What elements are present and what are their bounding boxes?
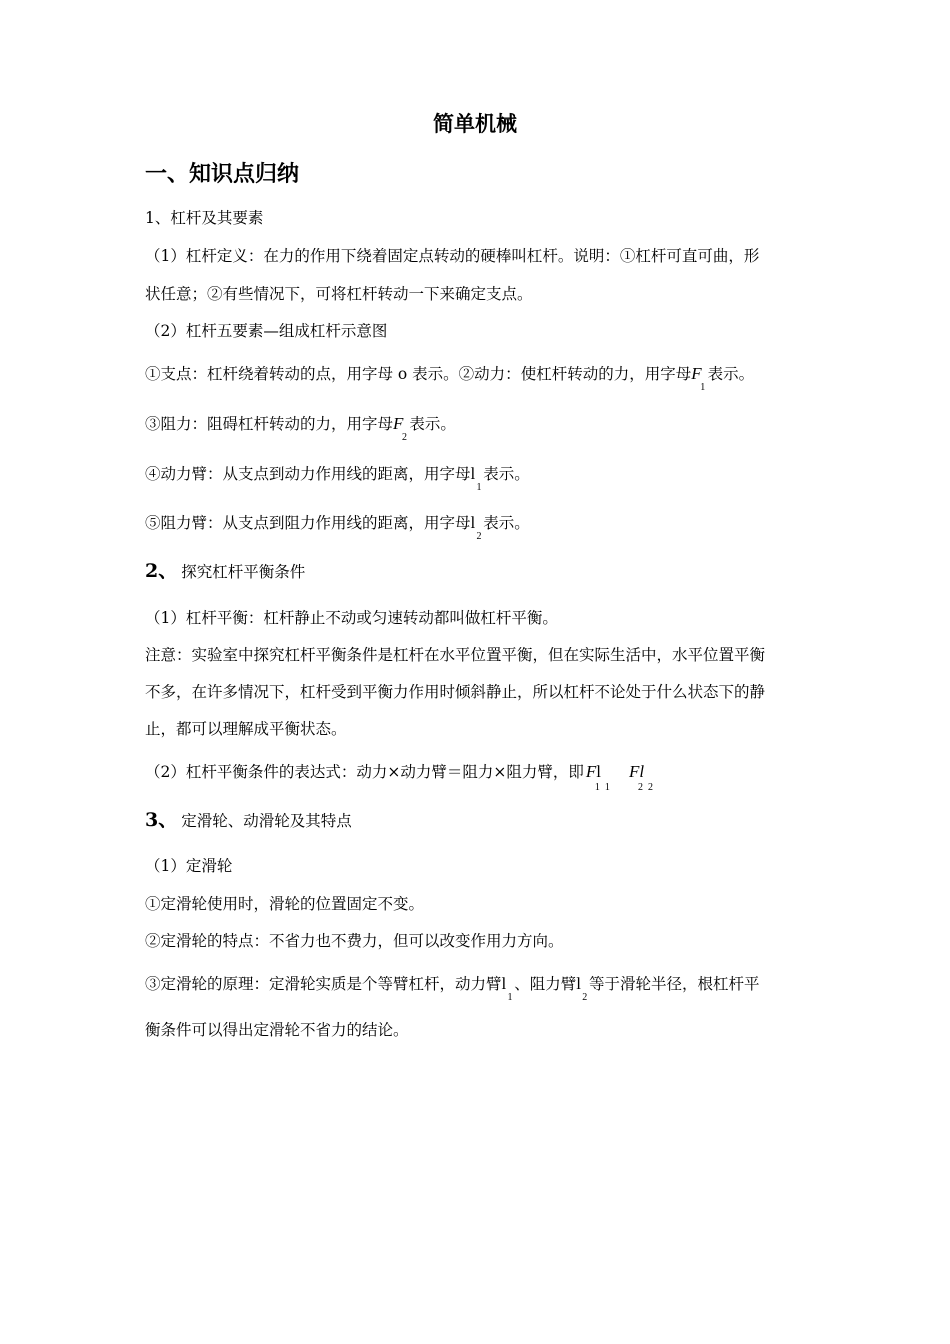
principle-text-middle: 、阻力臂 (514, 975, 577, 993)
symbol-letter: F (691, 364, 702, 383)
heading-number: 2、 (145, 560, 178, 582)
fixed-pulley-point2: ②定滑轮的特点：不省力也不费力，但可以改变作用力方向。 (145, 932, 564, 950)
resistance-arm-suffix: 表示。 (483, 514, 530, 532)
balance-condition-text: （2）杠杆平衡条件的表达式：动力×动力臂＝阻力×阻力臂，即 (145, 763, 584, 781)
symbol-l2 (576, 974, 588, 1003)
symbol-letter: l (470, 464, 476, 483)
resistance-arm-line (145, 513, 530, 542)
fulcrum-effort-text: ①支点：杠杆绕着转动的点，用字母 o 表示。②动力：使杠杆转动的力，用字母 (145, 365, 692, 383)
note-line1: 注意：实验室中探究杠杆平衡条件是杠杆在水平位置平衡，但在实际生活中，水平位置平衡 (145, 646, 766, 664)
symbol-letter: l (576, 974, 581, 993)
balance-definition: （1）杠杆平衡：杠杆静止不动或匀速转动都叫做杠杆平衡。 (145, 609, 558, 627)
fixed-pulley-point3 (145, 974, 760, 1003)
symbol-subscript: 1 (604, 782, 610, 793)
effort-arm-suffix: 表示。 (483, 465, 530, 483)
symbol-l1 (501, 974, 513, 1003)
resistance-line (145, 414, 456, 443)
symbol-subscript: 2 (582, 992, 588, 1003)
symbol-subscript: 1 (476, 482, 482, 493)
effort-arm-text: ④动力臂：从支点到动力作用线的距离，用字母 (145, 465, 471, 483)
fulcrum-effort-suffix: 表示。 (707, 365, 755, 383)
fixed-pulley-point1: ①定滑轮使用时，滑轮的位置固定不变。 (145, 895, 425, 913)
symbol-subscript: 2 (637, 782, 643, 793)
symbol-letter: l (501, 974, 507, 993)
resistance-text: ③阻力：阻碍杠杆转动的力，用字母 (145, 415, 394, 433)
symbol-subscript: 1 (507, 992, 513, 1003)
fixed-pulley-heading: （1）定滑轮 (145, 857, 233, 875)
symbol-letter: l (639, 762, 645, 781)
note-line2: 不多，在许多情况下，杠杆受到平衡力作用时倾斜静止，所以杠杆不论处于什么状态下的静 (145, 683, 766, 701)
fulcrum-effort-line (145, 364, 755, 393)
symbol-l1 (470, 464, 482, 493)
heading-text: 探究杠杆平衡条件 (181, 563, 306, 581)
note-line3: 止，都可以理解成平衡状态。 (145, 720, 347, 738)
principle-text: ③定滑轮的原理：定滑轮实质是个等臂杠杆，动力臂 (145, 975, 502, 993)
formula-F1l1 (585, 762, 610, 793)
resistance-arm-text: ⑤阻力臂：从支点到阻力作用线的距离，用字母 (145, 514, 471, 532)
heading-number: 3、 (145, 809, 178, 831)
symbol-letter: F (628, 762, 640, 781)
heading-text: 定滑轮、动滑轮及其特点 (181, 812, 352, 830)
principle-text-end: 等于滑轮半径，根杠杆平 (589, 975, 760, 993)
effort-arm-line (145, 464, 530, 493)
symbol-l2 (470, 513, 482, 542)
heading-lever-elements: 1、杠杆及其要素 (145, 209, 264, 227)
symbol-letter: l (470, 513, 476, 532)
symbol-F2 (393, 414, 408, 443)
symbol-F1 (691, 364, 706, 393)
heading-lever-balance (145, 561, 305, 582)
resistance-suffix: 表示。 (409, 415, 456, 433)
symbol-letter: F (585, 762, 597, 781)
symbol-subscript: 1 (700, 382, 706, 393)
symbol-subscript: 2 (402, 432, 408, 443)
symbol-subscript: 2 (476, 531, 482, 542)
lever-definition-line2: 状任意；②有些情况下，可将杠杆转动一下来确定支点。 (145, 285, 533, 303)
section-heading-knowledge: 一、知识点归纳 (145, 161, 300, 187)
balance-condition-line (145, 762, 653, 793)
page-title: 简单机械 (433, 111, 517, 136)
fixed-pulley-point3-continued: 衡条件可以得出定滑轮不省力的结论。 (145, 1021, 409, 1039)
symbol-letter: F (393, 414, 404, 433)
heading-pulleys (145, 810, 352, 831)
symbol-subscript: 2 (647, 782, 653, 793)
symbol-letter: l (596, 762, 601, 781)
formula-F2l2 (628, 762, 653, 793)
lever-definition-line1: （1）杠杆定义：在力的作用下绕着固定点转动的硬棒叫杠杆。说明：①杠杆可直可曲，形 (145, 247, 760, 265)
symbol-subscript: 1 (594, 782, 600, 793)
lever-five-elements: （2）杠杆五要素—组成杠杆示意图 (145, 322, 388, 340)
